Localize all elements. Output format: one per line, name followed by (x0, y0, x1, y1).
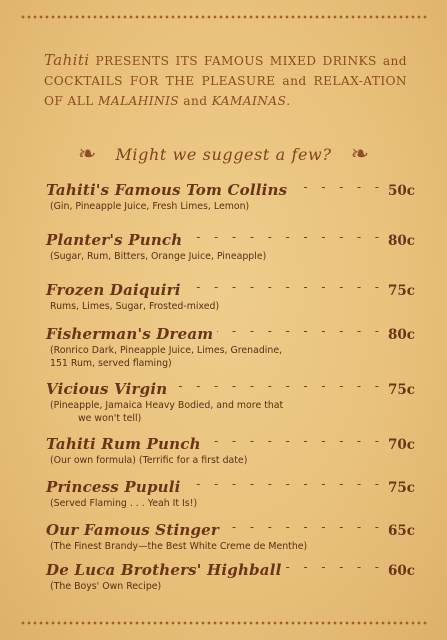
drink-price: 60c (387, 563, 415, 579)
brand-name: Tahiti (44, 51, 90, 69)
drink-description-line: we won't tell) (78, 413, 142, 424)
intro-paragraph (44, 50, 407, 111)
drink-description: (Sugar, Rum, Bitters, Orange Juice, Pineapple) (50, 251, 267, 262)
drink-price: 75c (387, 480, 415, 496)
drink-price: 70c (387, 437, 415, 453)
drink-description: Rums, Limes, Sugar, Frosted-mixed) (50, 301, 220, 312)
drink-description: (The Boys' Own Recipe) (50, 581, 162, 592)
drink-description: (The Finest Brandy—the Best White Creme de Menthe) (50, 541, 308, 552)
dot-leader (185, 480, 384, 492)
suggest-heading (0, 142, 447, 167)
drink-price: 80c (387, 327, 415, 343)
drink-price: 75c (387, 382, 415, 398)
kamainas-word: KAMAINAS (211, 94, 287, 108)
drink-description-line: 151 Rum, served flaming) (50, 358, 172, 369)
menu-item (46, 325, 415, 380)
dotted-border-top (20, 14, 427, 20)
drink-name: Fisherman's Dream (46, 325, 214, 343)
drink-name: Princess Pupuli (46, 478, 181, 496)
dot-leader (217, 327, 384, 339)
drink-list (46, 181, 415, 601)
dot-leader (223, 523, 384, 535)
drink-price: 80c (387, 233, 415, 249)
drink-description (50, 399, 415, 425)
dot-leader (291, 183, 384, 195)
menu-item (46, 521, 415, 561)
drink-description (50, 344, 415, 370)
left-ornament-icon: ❧ (77, 142, 97, 167)
intro-period: . (286, 94, 291, 108)
dot-leader (186, 233, 384, 245)
menu-item (46, 478, 415, 521)
menu-item (46, 435, 415, 478)
dot-leader (286, 563, 384, 575)
drink-description-line: (Pineapple, Jamaica Heavy Bodied, and more that (50, 400, 284, 411)
drink-name: Tahiti's Famous Tom Collins (46, 181, 288, 199)
menu-item (46, 231, 415, 281)
intro-text: PRESENTS ITS FAMOUS MIXED DRINKS and COCKTAILS FOR THE PLEASURE and RELAX-ATION OF ALL (44, 54, 407, 108)
dotted-border-bottom (20, 620, 427, 626)
right-ornament-icon: ❧ (350, 142, 370, 167)
drink-name: Frozen Daiquiri (46, 281, 181, 299)
menu-item (46, 281, 415, 325)
malahinis-word: MALAHINIS (97, 94, 180, 108)
and-word: and (179, 94, 212, 108)
drink-name: Planter's Punch (46, 231, 183, 249)
drink-name: Vicious Virgin (46, 380, 168, 398)
drink-price: 50c (387, 183, 415, 199)
drink-name: Tahiti Rum Punch (46, 435, 201, 453)
drink-price: 75c (387, 283, 415, 299)
drink-description: (Our own formula) (Terrific for a first date) (50, 455, 248, 466)
dot-leader (205, 437, 384, 449)
drink-name: De Luca Brothers' Highball (46, 561, 282, 579)
dot-leader (171, 382, 384, 394)
drink-description: (Gin, Pineapple Juice, Fresh Limes, Lemon) (50, 201, 250, 212)
suggest-text: Might we suggest a few? (115, 145, 332, 164)
menu-item (46, 561, 415, 601)
drink-name: Our Famous Stinger (46, 521, 219, 539)
menu-item (46, 181, 415, 231)
menu-item (46, 380, 415, 435)
drink-description-line: (Ronrico Dark, Pineapple Juice, Limes, Grenadine, (50, 345, 283, 356)
drink-price: 65c (387, 523, 415, 539)
dot-leader (185, 283, 384, 295)
drink-description: (Served Flaming . . . Yeah It Is!) (50, 498, 198, 509)
